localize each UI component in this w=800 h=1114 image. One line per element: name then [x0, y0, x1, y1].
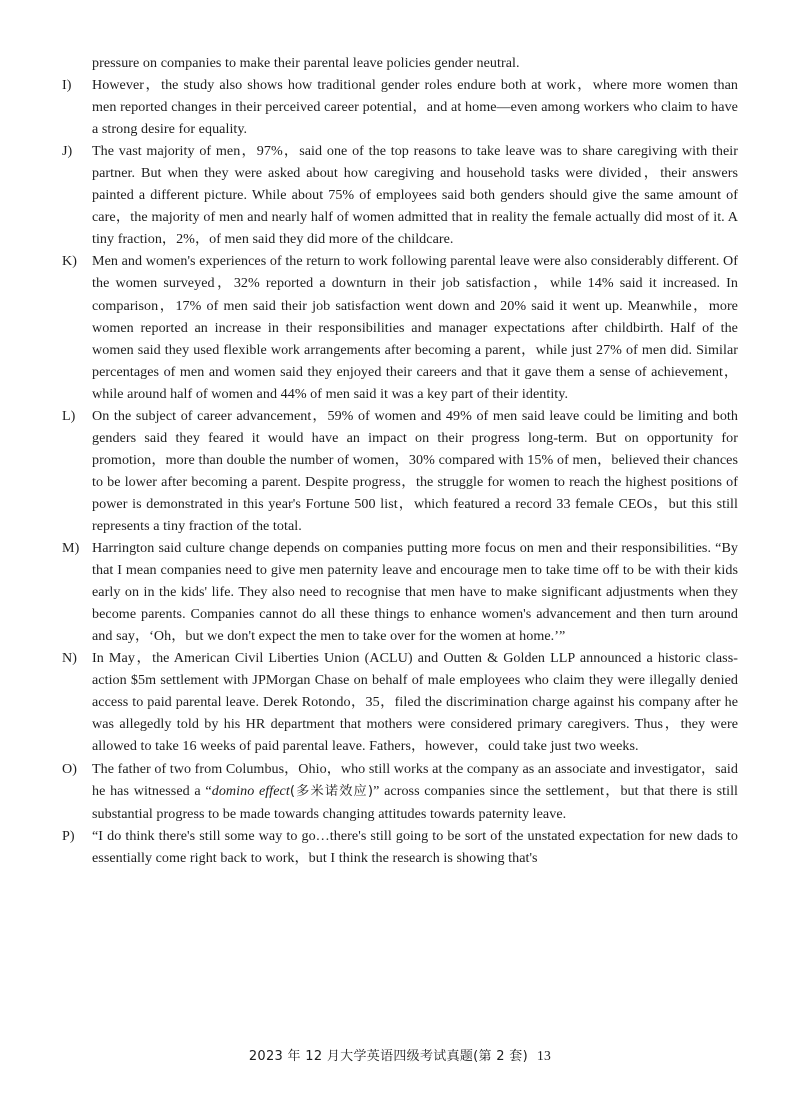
page-number: 13 — [536, 1048, 552, 1063]
paragraph-text: On the subject of career advancement，59% of women and 49% of men said leave could be limiting and both genders said they feared it would have an impact on their progress long-term. But on opportunity for promotion，more than double the number of women，30% compared with 15% of men，believed their chances to be lower after becoming a parent. Despite progress，the struggle for women to reach the highest positions of power is demonstrated in this year's Fortune 500 list，which featured a record 33 female CEOs，but this still represents a tiny fraction of the total. — [92, 407, 738, 534]
paragraph-label-N: N) — [62, 650, 77, 667]
paragraph-label-M: M) — [62, 540, 80, 557]
paragraph-text: However，the study also shows how traditional gender roles endure both at work，where more women than men reported changes in their perceived career potential，and at home—even among workers who claim to have a strong desire for equality. — [92, 77, 738, 138]
paragraph-label-L: L) — [62, 407, 76, 424]
paragraph-text: Men and women's experiences of the return to work following parental leave were also considerably different. Of the women surveyed，32% reported a downturn in their job satisfaction，while 14% said it increased. In comparison，17% of men said their job satisfaction went down and 20% said it went up. Meanwhile，more women reported an increase in their responsibilities and manager expectations after childbirth. Half of the women said they used flexible work arrangements after becoming a parent，while just 27% of men did. Similar percentages of men and women said they enjoyed their careers and that it gave them a sense of achievement，while around half of women and 44% of men said it was a key part of their identity. — [92, 253, 738, 402]
paragraph-text: In May，the American Civil Liberties Union (ACLU) and Outten & Golden LLP announced a historic class-action $5m settlement with JPMorgan Chase on behalf of male employees who claim they were illegally denied access to paid parental leave. Derek Rotondo，35，filed the discrimination charge against his company after he was allegedly told by his HR department that mothers were considered primary caregivers. Thus，they were allowed to take 16 weeks of paid parental leave. Fathers，however，could take just two weeks. — [92, 650, 738, 755]
paragraph-text: pressure on companies to make their parental leave policies gender neutral. — [92, 55, 520, 71]
paragraph-O — [62, 758, 738, 825]
paragraph-text — [92, 758, 738, 825]
paragraph-label-K: K) — [62, 253, 77, 270]
passage-text-column — [62, 52, 738, 869]
paragraph-continued — [62, 52, 738, 74]
paragraph-P — [62, 825, 738, 869]
paragraph-L — [62, 405, 738, 537]
paragraph-N — [62, 647, 738, 757]
paragraph-text: The vast majority of men，97%，said one of the top reasons to take leave was to share caregiving with their partner. But when they were asked about how caregiving and household tasks were divided，their answers painted a different picture. While about 75% of employees said both genders should give the same amount of care，the majority of men and nearly half of women admitted that in reality the female actually did most of it. A tiny fraction，2%，of men said they did more of the childcare. — [92, 143, 738, 248]
paragraph-label-O: O) — [62, 760, 77, 777]
paragraph-K — [62, 250, 738, 404]
paragraph-I — [62, 74, 738, 140]
paragraph-label-I: I) — [62, 77, 72, 94]
paragraph-M — [62, 537, 738, 647]
footer-exam-title: 2023 年 12 月大学英语四级考试真题(第 2 套) — [248, 1049, 528, 1064]
paragraph-label-J: J) — [62, 143, 73, 160]
italic-term-domino-effect: domino effect — [211, 782, 290, 799]
page-footer — [0, 1046, 800, 1067]
paragraph-text-after-term: ” across companies since the settlement，but that there is still substantial progress to be made towards changing attitudes towards paternity leave. — [92, 782, 739, 822]
paragraph-text: “I do think there's still some way to go…there's still going to be sort of the unstated expectation for new dads to essentially come right back to work，but I think the research is showing that's — [92, 827, 738, 866]
paragraph-text-before-term: The father of two from Columbus，Ohio，who still works at the company as an associate and investigator，said he has witnessed a “ — [92, 760, 738, 799]
paragraph-label-P: P) — [62, 827, 75, 844]
paragraph-J — [62, 140, 738, 250]
chinese-gloss: (多米诺效应) — [289, 783, 374, 799]
paragraph-text: Harrington said culture change depends on companies putting more focus on men and their responsibilities. “By that I mean companies need to give men paternity leave and encourage men to take time off to be with their kids early on in the kids' life. They also need to recognise that men have to make significant adjustments when they become parents. Companies cannot do all these things to enhance women's advancement and then turn around and say，‘Oh，but we don't expect the men to take over for the women at home.’” — [92, 540, 738, 645]
